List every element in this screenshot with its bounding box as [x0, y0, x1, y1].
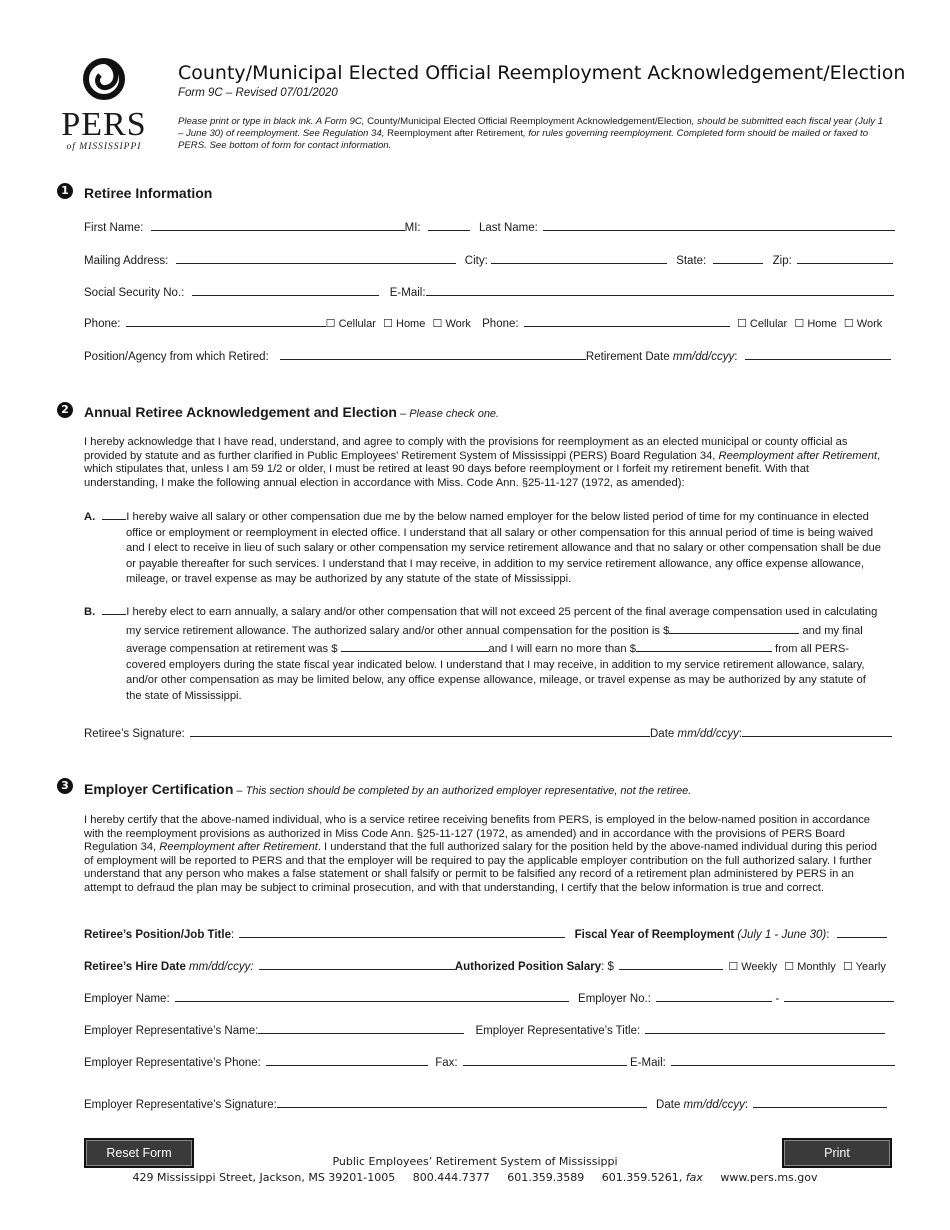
mailing-address-field[interactable] — [176, 251, 456, 264]
max-earnings-field[interactable] — [636, 639, 772, 652]
zip-label: Zip: — [772, 255, 792, 267]
section-1-title: Retiree Information — [84, 185, 213, 201]
position-title-field[interactable] — [239, 925, 565, 938]
email-label: E-Mail: — [389, 287, 426, 299]
first-name-label: First Name: — [84, 222, 144, 234]
phone-2-label: Phone: — [482, 318, 519, 330]
monthly-checkbox[interactable]: ☐ Monthly — [784, 961, 836, 973]
phone-2-cellular-checkbox[interactable]: ☐ Cellular — [737, 318, 788, 330]
footer-website: www.pers.ms.gov — [720, 1171, 818, 1184]
auth-salary-prefix: : $ — [601, 961, 614, 973]
employer-row — [84, 989, 893, 1007]
logo-sub: of MISSISSIPPI — [66, 142, 142, 152]
section-2-title: Annual Retiree Acknowledgement and Election — [84, 404, 397, 420]
rep-date-format: mm/dd/ccyy — [683, 1099, 745, 1111]
authorized-salary-field[interactable] — [669, 621, 799, 634]
section-3-note: – This section should be completed by an authorized employer representative, not the retiree. — [233, 785, 692, 797]
phone-1-home-checkbox[interactable]: ☐ Home — [383, 318, 426, 330]
fiscal-year-label: Fiscal Year of Reemployment — [574, 929, 735, 941]
fiscal-year-colon: : — [826, 929, 830, 941]
employer-name-label: Employer Name: — [84, 993, 170, 1005]
footer-org: Public Employees’ Retirement System of Mississippi — [332, 1155, 618, 1168]
employer-name-field[interactable] — [175, 989, 569, 1002]
retiree-signature-label: Retiree’s Signature: — [84, 728, 185, 740]
fiscal-year-field[interactable] — [837, 925, 887, 938]
city-field[interactable] — [491, 251, 667, 264]
rep-title-label: Employer Representative’s Title: — [475, 1025, 641, 1037]
section-1-number: 1 — [57, 183, 73, 199]
footer-fax: 601.359.5261, — [601, 1171, 683, 1184]
position-title-label: Retiree’s Position/Job Title — [84, 929, 231, 941]
rep-email-label: E-Mail: — [630, 1057, 666, 1069]
yearly-checkbox[interactable]: ☐ Yearly — [842, 961, 886, 973]
option-a — [84, 507, 884, 588]
pers-logo-icon — [60, 55, 148, 107]
hire-date-format: mm/dd/ccyy: — [185, 961, 254, 973]
mailing-address-label: Mailing Address: — [84, 255, 169, 267]
print-button[interactable]: Print — [782, 1138, 892, 1168]
option-b-text-2: and my final average compensation at retirement was $ — [126, 624, 863, 656]
position-agency-field[interactable] — [280, 347, 586, 360]
footer-address: 429 Mississippi Street, Jackson, MS 39201-1005 — [132, 1171, 396, 1184]
phone-2-work-checkbox[interactable]: ☐ Work — [843, 318, 883, 330]
rep-title-field[interactable] — [645, 1021, 885, 1034]
address-row — [84, 251, 893, 269]
retiree-date-colon: : — [738, 728, 743, 740]
phone-2-field[interactable] — [524, 314, 730, 327]
employer-no-field[interactable] — [656, 989, 772, 1002]
option-b-checkbox-line[interactable] — [102, 602, 126, 615]
option-a-label: A. — [84, 511, 96, 523]
last-name-field[interactable] — [543, 218, 895, 231]
retiree-date-label: Date — [650, 728, 678, 740]
rep-phone-field[interactable] — [266, 1053, 428, 1066]
acknowledgement-paragraph: I hereby acknowledge that I have read, understand, and agree to comply with the provisions for reemployment as an elected municipal or county official as provided by statute and as further clarified in Public Employees' Retirement System of Mississippi (PERS) Board Regulation 34, Reemployment after Retirement, which stipulates that, unless I am 59 1/2 or older, I must be retired at least 90 days before reemployment or I forfeit my retirement benefit. With that understanding, I make the following annual election in accordance with Miss. Code Ann. §25-11-127 (1972, as amended): — [84, 436, 881, 489]
phone-1-work-checkbox[interactable]: ☐ Work — [432, 318, 471, 330]
fax-field[interactable] — [463, 1053, 627, 1066]
hire-date-row — [84, 957, 893, 975]
retirement-date-label: Retirement Date — [585, 351, 673, 363]
retiree-signature-field[interactable] — [190, 724, 650, 737]
rep-signature-row — [84, 1095, 893, 1113]
position-agency-label: Position/Agency from which Retired: — [84, 351, 269, 363]
employer-no-label: Employer No.: — [578, 993, 651, 1005]
rep-phone-row — [84, 1053, 893, 1071]
phone-1-field[interactable] — [126, 314, 326, 327]
section-2-note: – Please check one. — [396, 408, 500, 420]
section-2-number: 2 — [57, 402, 73, 418]
section-2-header — [84, 404, 499, 420]
rep-email-field[interactable] — [671, 1053, 895, 1066]
fax-label: Fax: — [435, 1057, 458, 1069]
phone-1-cellular-checkbox[interactable]: ☐ Cellular — [325, 318, 376, 330]
form-number: Form 9C – Revised 07/01/2020 — [178, 87, 338, 99]
final-avg-comp-field[interactable] — [341, 639, 489, 652]
footer-fax-label: fax — [685, 1171, 703, 1184]
city-label: City: — [464, 255, 488, 267]
pers-logo — [60, 55, 148, 150]
rep-name-label: Employer Representative’s Name: — [84, 1025, 259, 1037]
retirement-date-format: mm/dd/ccyy — [672, 351, 735, 363]
first-name-field[interactable] — [151, 218, 405, 231]
mi-field[interactable] — [428, 218, 470, 231]
position-row — [84, 347, 893, 365]
reset-form-button[interactable]: Reset Form — [84, 1138, 194, 1168]
ssn-label: Social Security No.: — [84, 287, 185, 299]
email-field[interactable] — [426, 283, 894, 296]
form-title: County/Municipal Elected Official Reemployment Acknowledgement/Election — [178, 62, 906, 84]
auth-salary-field[interactable] — [619, 957, 723, 970]
rep-phone-label: Employer Representative’s Phone: — [84, 1057, 261, 1069]
retirement-date-colon: : — [734, 351, 738, 363]
section-3-number: 3 — [57, 778, 73, 794]
option-b-text-3: and I will earn no more than $ — [488, 643, 636, 656]
section-3-header — [84, 781, 691, 797]
mi-label: MI: — [404, 222, 421, 234]
phone-2-home-checkbox[interactable]: ☐ Home — [794, 318, 837, 330]
position-title-row — [84, 925, 893, 943]
fiscal-year-note: (July 1 - June 30) — [734, 929, 827, 941]
form-instructions: Please print or type in black ink. A Form 9C, County/Municipal Elected Official Reemployment Acknowledgement/Election, should be submitted each fiscal year (July 1 – June 30) of reemployment. See Regulation 34, Reemployment after Retirement, for rules governing reemployment. Completed form should be mailed or faxed to PERS. See bottom of form for contact information. — [178, 116, 884, 151]
retiree-date-field[interactable] — [742, 724, 892, 737]
rep-name-row — [84, 1021, 893, 1039]
name-row — [84, 218, 893, 236]
option-a-text: I hereby waive all salary or other compensation due me by the below named employer for the below listed period of time for my continuance in elected office or employment or reemployment in elected office. I understand that all salary or other compensation for this annual period of time is being waived and I elect to receive in lieu of such salary or other compensation my service retirement allowance and that no salary or other compensation shall be due or payable thereafter for such services. I understand that I may receive, in addition to my service retirement allowance, any office expense allowance, mileage, or travel expense as may be authorized by any statute of the state of Mississippi. — [126, 511, 881, 586]
state-field[interactable] — [713, 251, 763, 264]
retiree-signature-row — [84, 724, 893, 742]
rep-signature-label: Employer Representative’s Signature: — [84, 1099, 277, 1111]
ssn-row — [84, 283, 893, 301]
option-b-label: B. — [84, 606, 96, 618]
rep-date-label: Date — [656, 1099, 684, 1111]
footer-phone-2: 601.359.3589 — [507, 1171, 585, 1184]
phone-row — [84, 314, 893, 332]
retiree-date-format: mm/dd/ccyy — [677, 728, 739, 740]
weekly-checkbox[interactable]: ☐ Weekly — [728, 961, 778, 973]
ssn-field[interactable] — [192, 283, 379, 296]
hire-date-label: Retiree’s Hire Date — [84, 961, 186, 973]
employer-no-suffix-field[interactable] — [784, 989, 894, 1002]
section-3-title: Employer Certification — [84, 781, 234, 797]
certification-paragraph: I hereby certify that the above-named individual, who is a service retiree receiving benefits from PERS, is employed in the below-named position in accordance with the reemployment provisions as authorized in Miss Code Ann. §25-11-127 (1972, as amended) and in accordance with the provisions of PERS Board Regulation 34, Reemployment after Retirement. I understand that the full authorized salary for the position held by the above-named individual during this period of employment will be reported to PERS and that the employer will be required to pay the applicable employer contribution on the full authorized salary. I further understand that any person who makes a false statement or shall falsify or permit to be falsified any record of a retirement plan administered by PERS in an attempt to defraud the plan may be subject to criminal prosecution, and with that understanding, I certify that the below information is true and correct. — [84, 814, 877, 894]
zip-field[interactable] — [797, 251, 893, 264]
auth-salary-label: Authorized Position Salary — [454, 961, 602, 973]
phone-1-label: Phone: — [84, 318, 121, 330]
hire-date-field[interactable] — [259, 957, 455, 970]
position-title-colon: : — [230, 929, 235, 941]
rep-date-field[interactable] — [753, 1095, 887, 1108]
option-a-checkbox-line[interactable] — [102, 507, 126, 520]
option-b — [84, 602, 884, 705]
option-b-text-1: I hereby elect to earn annually, a salary and/or other compensation that will not exceed 25 percent of the final average compensation used in calculating my service retirement allowance. The authorized salary and/or other annual compensation for the position is $ — [126, 606, 878, 637]
state-label: State: — [676, 255, 707, 267]
option-b-text-4: from all PERS-covered employers during the state fiscal year indicated below. I understand that I may receive, in addition to my service retirement allowance, salary, and/or other compensation as may be limited below, any office expense allowance, mileage, or travel expense as may be authorized by any statute of the state of Mississippi. — [126, 643, 866, 702]
logo-text: PERS — [61, 106, 147, 143]
last-name-label: Last Name: — [479, 222, 538, 234]
footer-contact — [0, 1171, 950, 1184]
rep-date-colon: : — [744, 1099, 749, 1111]
footer-phone-1: 800.444.7377 — [412, 1171, 490, 1184]
retirement-date-field[interactable] — [745, 347, 891, 360]
rep-name-field[interactable] — [258, 1021, 464, 1034]
rep-signature-field[interactable] — [277, 1095, 647, 1108]
employer-no-dash: - — [775, 993, 780, 1005]
